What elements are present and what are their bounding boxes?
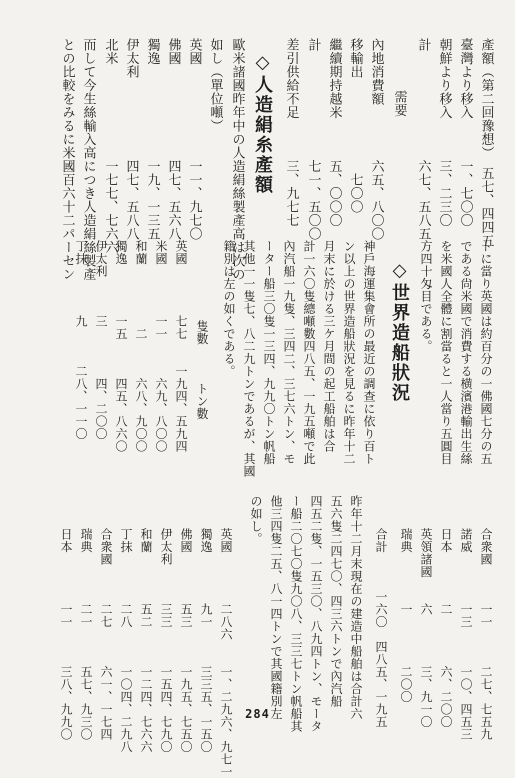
text-column: 歐米諸國昨年中の人造絹絲製產高は次の	[229, 38, 245, 281]
text-column: 佛國 四七、五六八	[165, 38, 181, 241]
text-column: 而して今生絲輸入高につき人造絹絲製產	[80, 38, 96, 281]
text-column: 諾威 一三 一〇、四五三	[459, 528, 473, 741]
text-column: の如し。	[249, 495, 263, 545]
text-column: 臺灣より移入 一、七〇〇	[457, 38, 473, 227]
text-column: 英國 七七 一九四、五九四	[174, 240, 188, 453]
text-column: 北米 一七七、七六六	[102, 38, 118, 254]
text-column: 獨逸 一九、一三五	[144, 38, 160, 241]
text-column: 計 七一、五〇〇	[305, 38, 321, 241]
text-column: 籍別は左の如くである。	[222, 240, 236, 378]
text-column: 伊太利 三三 一五四、七九〇	[159, 528, 173, 753]
text-column: 合衆國 一一 二七、七五九	[479, 528, 493, 741]
text-column: 日本 二 六、二〇〇	[439, 528, 453, 728]
text-column: ー船二〇七〇隻九〇八、三三七トン帆船其	[289, 495, 303, 733]
text-column: 他三四隻二五、八一四トンで其國籍別左	[269, 495, 283, 720]
text-column: を米國人全體に割當ると一人當り五圓目	[439, 240, 453, 465]
text-column: 繼續期持越米 五、〇〇〇	[326, 38, 342, 227]
section-heading: ◇人造絹糸產額	[252, 52, 273, 195]
text-column: 和蘭 五二 一二四、七六六	[139, 528, 153, 753]
text-column: 丁抹 九 二八、一一〇	[74, 240, 88, 440]
text-column: 昨年十二月末現在の建造中船舶は合計六	[349, 495, 363, 720]
text-column: 瑞典 一 二〇〇	[399, 528, 413, 703]
text-column: ーター船三〇隻一三四、九九〇トン帆船	[262, 240, 276, 465]
text-column: 神戶海運集會所の最近の調查に依り百ト	[362, 240, 376, 465]
text-column: 產額（第二回豫想） 五七、四四五	[478, 38, 494, 248]
text-column: 伊太利 四七、五八八	[123, 38, 139, 241]
text-column: 英國 一一、九七〇	[186, 38, 202, 241]
text-column: 佛國 五三 一九五、七五〇	[179, 528, 193, 753]
text-column: 內地消費額 六五、八〇〇	[368, 38, 384, 241]
text-column: 四五二隻、一五三〇、八九四トン、モータ	[309, 495, 323, 733]
text-column: 如し（單位噸）	[207, 38, 223, 133]
text-column: 米國 一一 六九、八〇〇	[154, 240, 168, 453]
text-column: ン以上の世界造船狀況を見るに昨年十二	[342, 240, 356, 465]
text-column: 方四十匁目である。	[419, 240, 433, 353]
text-column: トに當り英國は約百分の一佛國七分の五	[479, 240, 493, 465]
text-column: 合計 一六〇 四八五、一九五	[374, 528, 388, 728]
text-column: 伊太利 三 四、二〇〇	[94, 240, 108, 440]
text-column: 需要	[391, 90, 407, 117]
text-column: 丁抹 二八 一〇四、二九八	[119, 528, 133, 753]
text-column: との比較をみるに米國百六十二パーセン	[59, 38, 75, 281]
text-column: 月末に於ける三ケ月間の起工船舶は合	[322, 240, 336, 453]
text-column: 瑞典 二一 五七、九三〇	[79, 528, 93, 741]
text-column: 英領諸國 六 三、九一〇	[419, 528, 433, 728]
text-column: 五六隻二四七〇、四三六トンで內汽船	[329, 495, 343, 708]
page-number: 284	[245, 707, 270, 721]
text-column: 移輸出 七〇〇	[347, 38, 363, 214]
text-column: 隻數 トン數	[195, 320, 209, 420]
section-heading: ◇世界造船狀況	[389, 260, 410, 403]
text-column: 英國 二八六 一、二九六、九七一	[219, 528, 233, 778]
text-column: 差引供給不足 三、九七七	[283, 38, 299, 227]
text-column: 獨逸 一五 四五、八六〇	[114, 240, 128, 453]
text-column: 獨逸 九一 三三五、一五〇	[199, 528, 213, 753]
text-column: 合衆國 二七 六一、一七四	[99, 528, 113, 741]
text-column: である尙米國で消費する横濱港輸出生絲	[459, 240, 473, 465]
text-column: 內汽船一九隻、三四二、三七六トン、モ	[282, 240, 296, 465]
text-column: 日本 一一 三八、九九〇	[59, 528, 73, 741]
text-column: 計 六七、五八五	[415, 38, 431, 241]
text-column: 其他一一隻七、八二九トンであるが、其國	[242, 240, 256, 478]
text-column: 朝鮮より移入 三、二三〇	[436, 38, 452, 227]
text-column: 計一六〇隻總噸數四八五、一九五噸で此	[302, 240, 316, 465]
text-column: 和蘭 二 六八、九〇〇	[134, 240, 148, 453]
